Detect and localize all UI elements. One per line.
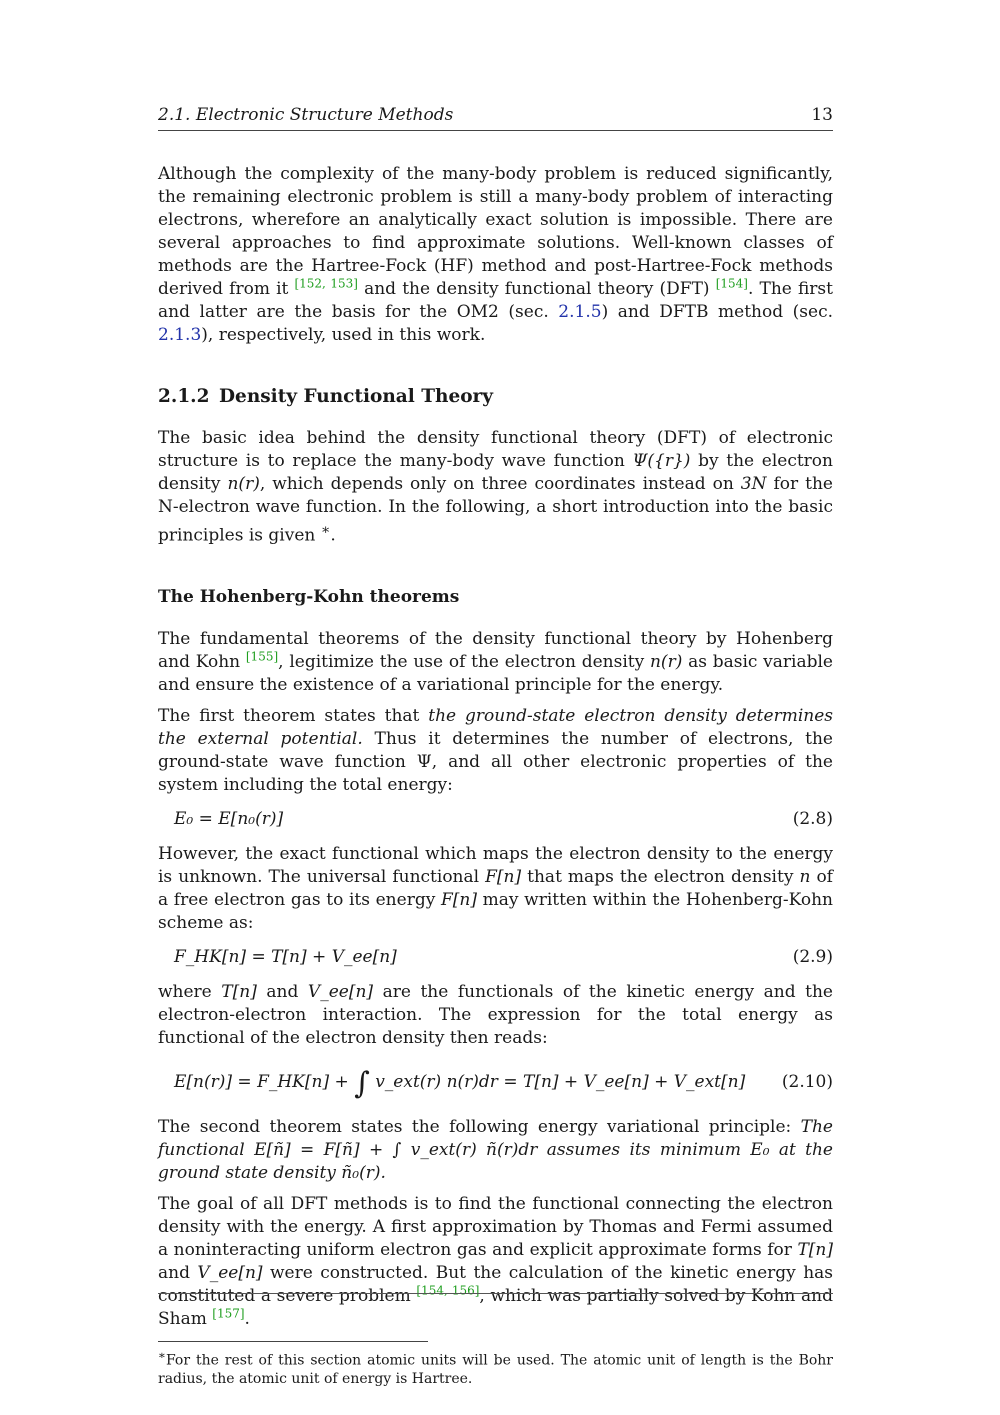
paragraph-universal-functional <box>158 843 833 935</box>
running-header-title: 2.1. Electronic Structure Methods <box>158 105 454 125</box>
paragraph-dft-goal <box>158 1193 833 1331</box>
math-inline: V_ee[n] <box>307 981 374 1002</box>
text-run: may written within the Hohenberg-Kohn scheme as: <box>158 889 833 933</box>
citation-link[interactable]: [152, 153] <box>294 276 358 291</box>
text-run: The first theorem states that <box>158 705 429 726</box>
math-inline: n(r) <box>649 651 683 672</box>
subsection-heading: The Hohenberg-Kohn theorems <box>158 586 460 607</box>
equation-rhs: v_ext(r) n(r)dr = T[n] + V_ee[n] + V_ext[n] <box>369 1071 746 1092</box>
math-inline: T[n] <box>221 981 257 1002</box>
text-run: , which depends only on three coordinates instead on <box>259 474 741 494</box>
text-run: , which was partially solved by Kohn and Sham <box>158 1285 833 1329</box>
paragraph-dft-idea <box>158 427 833 548</box>
paragraph-first-theorem <box>158 705 833 797</box>
section-number: 2.1.2 <box>158 386 210 407</box>
citation-link[interactable]: [154] <box>715 276 748 291</box>
text-run: Thus it determines the number of electrons, the ground-state wave function Ψ, and all other electronic properties of the system including the total energy: <box>158 728 833 795</box>
text-run: by the electron density <box>158 451 833 494</box>
page-body <box>158 163 833 1389</box>
text-run: However, the exact functional which maps the electron density to the energy is unknown. The universal functional <box>158 843 833 887</box>
section-heading <box>158 385 833 408</box>
running-header <box>158 104 833 131</box>
integral-sign: ∫ <box>354 1065 370 1101</box>
footnote-star: ∗ <box>158 1347 166 1362</box>
equation-2-10 <box>174 1063 833 1103</box>
text-run: of a free electron gas to its energy <box>158 866 833 910</box>
text-run: and the density functional theory (DFT) <box>357 279 716 299</box>
footnote-rule <box>158 1341 428 1342</box>
text-run: . <box>244 1308 250 1329</box>
math-inline: Ψ({r}) <box>632 451 691 471</box>
paragraph-functionals <box>158 981 833 1050</box>
footnote <box>158 1346 833 1390</box>
text-run: and <box>256 981 308 1002</box>
math-inline: F[n] <box>440 889 477 910</box>
text-run: are the functionals of the kinetic energy and the electron-electron interaction. The expression for the total energy as functional of the electron density then reads: <box>158 981 833 1048</box>
text-run: where <box>158 981 222 1002</box>
equation-number: (2.9) <box>792 947 833 968</box>
equation-2-9 <box>174 946 833 970</box>
text-run: . <box>330 525 336 546</box>
equation-number: (2.10) <box>781 1072 833 1093</box>
math-inline: F[n] <box>485 866 522 887</box>
text-run: as basic variable and ensure the existence of a variational principle for the energy. <box>158 651 833 695</box>
text-run: The fundamental theorems of the density functional theory by Hohenberg and Kohn <box>158 628 833 672</box>
text-run: . The first and latter are the basis for the OM2 (sec. <box>158 279 833 322</box>
section-ref-link[interactable]: 2.1.3 <box>158 325 202 345</box>
section-ref-link[interactable]: 2.1.5 <box>558 302 602 322</box>
text-run: The second theorem states the following energy variational principle: <box>158 1116 801 1137</box>
math-inline: T[n] <box>797 1239 833 1260</box>
math-inline: 3N <box>740 474 767 494</box>
text-run: ), respectively, used in this work. <box>201 325 486 345</box>
paragraph-second-theorem <box>158 1116 833 1185</box>
equation-expression: F_HK[n] = T[n] + V_ee[n] <box>174 947 397 968</box>
text-run: and <box>158 1262 198 1283</box>
footnote-text: For the rest of this section atomic units will be used. The atomic unit of length is the Bohr radius, the atomic unit of energy is Hartree. <box>158 1352 833 1388</box>
section-title: Density Functional Theory <box>219 386 494 407</box>
theorem-statement: the ground-state electron density determines the external potential. <box>158 705 833 749</box>
equation-expression <box>174 1065 746 1101</box>
equation-number: (2.8) <box>792 809 833 830</box>
text-run: The basic idea behind the density functional theory (DFT) of electronic structure is to replace the many-body wave function <box>158 428 833 471</box>
equation-expression: E₀ = E[n₀(r)] <box>174 809 284 830</box>
equation-2-8 <box>174 808 833 832</box>
math-inline: n(r) <box>227 474 260 494</box>
text-run: , legitimize the use of the electron density <box>278 651 650 672</box>
text-run: were constructed. But the calculation of the kinetic energy has constituted a severe problem <box>158 1262 833 1306</box>
text-run: The goal of all DFT methods is to find the functional connecting the electron density with the energy. A first approximation by Thomas and Fermi assumed a noninteracting uniform electron gas and explicit approximate forms for <box>158 1193 833 1260</box>
text-run: that maps the electron density <box>521 866 800 887</box>
citation-link[interactable]: [154, 156] <box>416 1283 480 1297</box>
footnote-marker[interactable]: ∗ <box>320 522 331 538</box>
text-run: Although the complexity of the many-body problem is reduced significantly, the remaining electronic problem is still a many-body problem of interacting electrons, wherefore an analytically exact solution is impossible. There are several approaches to find approximate solutions. Well-known classes of methods are the Hartree-Fock (HF) method and post-Hartree-Fock methods derived from it <box>158 164 833 299</box>
paragraph-hk-intro <box>158 628 833 697</box>
bottom-rule <box>158 1293 833 1294</box>
math-inline: V_ee[n] <box>197 1262 263 1283</box>
paragraph-intro <box>158 163 833 347</box>
citation-link[interactable]: [157] <box>212 1306 245 1320</box>
citation-link[interactable]: [155] <box>245 649 279 663</box>
text-run: for the N-electron wave function. In the following, a short introduction into the basic principles is given <box>158 474 833 546</box>
text-run: ) and DFTB method (sec. <box>601 302 833 322</box>
theorem-statement: The functional E[ñ] = F[ñ] + ∫ v_ext(r) ñ(r)dr assumes its minimum E₀ at the ground state density ñ₀(r). <box>158 1116 833 1183</box>
math-inline: n <box>799 866 811 887</box>
equation-lhs: E[n(r)] = F_HK[n] + <box>174 1071 355 1092</box>
page-number: 13 <box>811 105 833 125</box>
